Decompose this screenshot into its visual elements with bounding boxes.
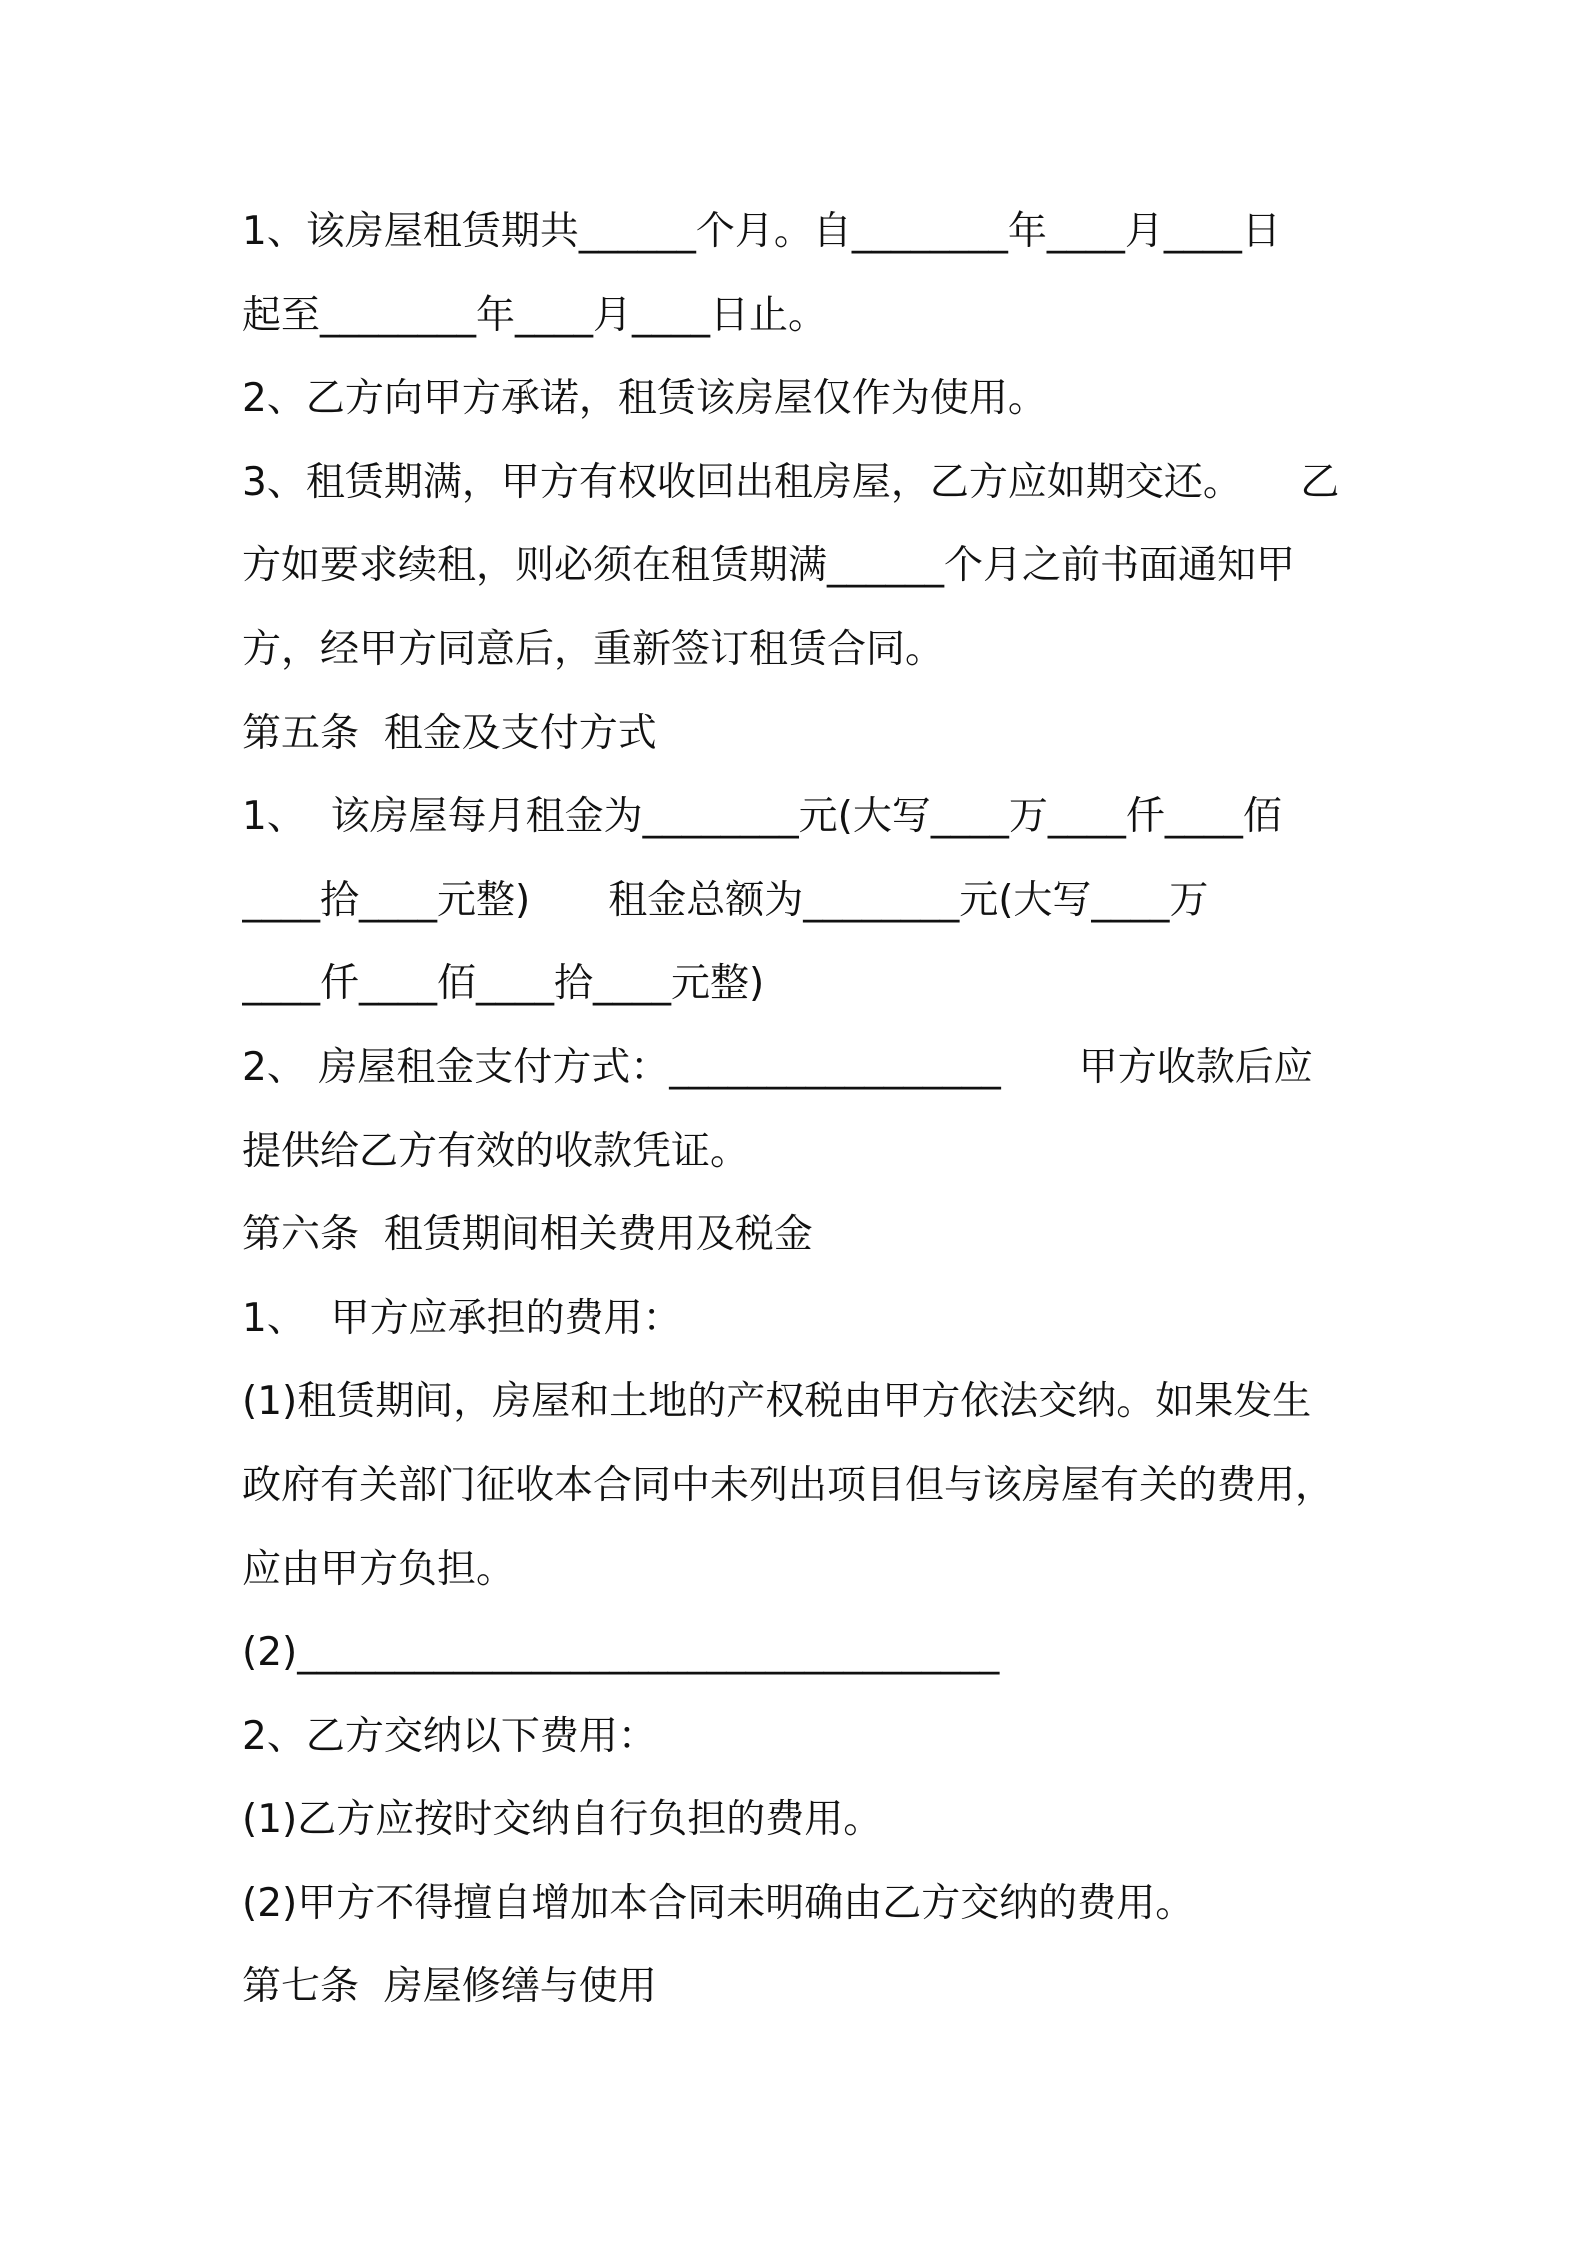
clause-4-3-line-1: 3、租赁期满，甲方有权收回出租房屋，乙方应如期交还。 乙	[242, 459, 1340, 505]
clause-6-1-1-line-1: (1)租赁期间，房屋和土地的产权税由甲方依法交纳。如果发生	[242, 1379, 1312, 1425]
clause-4-3-line-2: 方如要求续租，则必须在租赁期满______个月之前书面通知甲	[242, 543, 1296, 589]
clause-4-1-line-1: 1、该房屋租赁期共______个月。自________年____月____日	[242, 209, 1281, 254]
clause-4-1-line-2: 起至________年____月____日止。	[242, 292, 828, 338]
clause-6-1-1-line-3: 应由甲方负担。	[242, 1546, 516, 1592]
clause-5-2-line-1: 2、 房屋租金支付方式：_________________ 甲方收款后应	[242, 1044, 1313, 1090]
clause-6-2-heading: 2、乙方交纳以下费用：	[242, 1713, 657, 1759]
clause-6-1-2: (2)____________________________________	[242, 1630, 1000, 1676]
clause-4-2: 2、乙方向甲方承诺，租赁该房屋仅作为使用。	[242, 376, 1047, 422]
clause-5-1-line-1: 1、 该房屋每月租金为________元(大写____万____仟____佰	[242, 794, 1282, 840]
clause-5-1-line-3: ____仟____佰____拾____元整)	[242, 961, 765, 1007]
clause-6-2-2: (2)甲方不得擅自增加本合同未明确由乙方交纳的费用。	[242, 1880, 1195, 1926]
clause-5-2-line-2: 提供给乙方有效的收款凭证。	[242, 1128, 750, 1174]
article-6-heading: 第六条 租赁期间相关费用及税金	[242, 1212, 813, 1258]
document-page	[242, 190, 1358, 2029]
clause-6-1-1-line-2: 政府有关部门征收本合同中未列出项目但与该房屋有关的费用，	[242, 1462, 1335, 1508]
article-7-heading: 第七条 房屋修缮与使用	[242, 1964, 657, 2010]
clause-5-1-line-2: ____拾____元整) 租金总额为________元(大写____万	[242, 877, 1209, 923]
clause-6-2-1: (1)乙方应按时交纳自行负担的费用。	[242, 1797, 883, 1843]
article-5-heading: 第五条 租金及支付方式	[242, 710, 657, 756]
clause-4-3-line-3: 方，经甲方同意后，重新签订租赁合同。	[242, 626, 945, 672]
clause-6-1-heading: 1、 甲方应承担的费用：	[242, 1295, 682, 1341]
